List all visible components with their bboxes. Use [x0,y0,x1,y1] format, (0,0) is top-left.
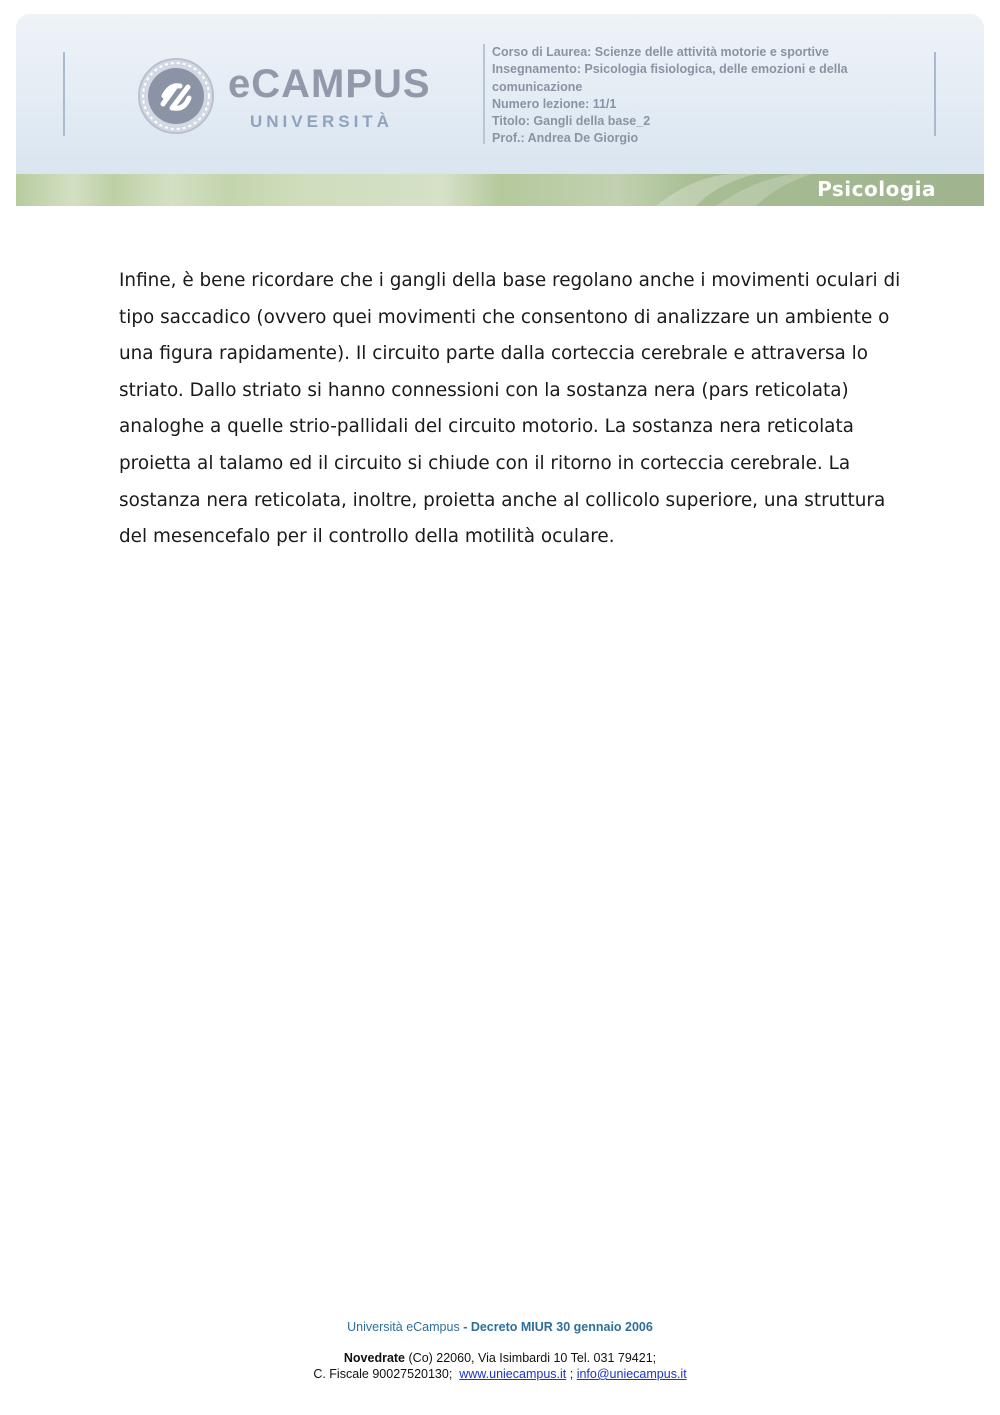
course-info-line: Titolo: Gangli della base_2 [492,114,651,129]
footer-website-link[interactable]: www.uniecampus.it [459,1367,567,1381]
footer-separator: ; [569,1367,574,1381]
course-info-block [492,44,912,148]
footer-city: Novedrate [343,1351,406,1365]
section-label: Psicologia [817,177,936,201]
ecampus-logo [136,54,431,149]
course-info-line: Prof.: Andrea De Giorgio [492,131,639,146]
logo-brand-text: eCAMPUS [228,62,431,106]
course-info-line: comunicazione [492,79,583,94]
footer-decree-line [0,1320,1000,1334]
body-paragraph: Infine, è bene ricordare che i gangli della base regolano anche i movimenti oculari di tipo saccadico (ovvero quei movimenti che consentono di analizzare un ambiente o una figura rapidamente). Il circuito parte dalla corteccia cerebrale e attraversa lo striato. Dallo striato si hanno connessioni con la sostanza nera (pars reticolata) analoghe a quelle strio-pallidali del circuito motorio. La sostanza nera reticolata proietta al talamo ed il circuito si chiude con il ritorno in corteccia cerebrale. La sostanza nera reticolata, inoltre, proietta anche al collicolo superiore, una struttura del mesencefalo per il controllo della motilità oculare. [119,270,901,548]
footer-decree: - Decreto MIUR 30 gennaio 2006 [463,1320,653,1334]
footer-address: (Co) 22060, Via Isimbardi 10 Tel. 031 79421; [408,1351,657,1365]
header-divider-middle [483,44,485,144]
footer-university: Università eCampus [347,1320,460,1334]
course-info-line: Numero lezione: 11/1 [492,96,617,111]
header-divider-right [934,52,936,136]
page-header [16,14,984,206]
course-info-line: Insegnamento: Psicologia fisiologica, delle emozioni e della [492,62,848,77]
header-divider-left [63,52,65,136]
footer-email-link[interactable]: info@uniecampus.it [576,1367,687,1381]
course-info-line: Corso di Laurea: Scienze delle attività motorie e sportive [492,45,829,59]
footer-contact-line [0,1366,1000,1382]
page-footer [0,1320,1000,1382]
ecampus-seal-icon [136,56,216,136]
body-text [119,263,909,556]
footer-address-block [0,1350,1000,1382]
footer-address-line [0,1350,1000,1366]
section-stripe [16,174,984,206]
footer-fiscal-code: C. Fiscale 90027520130; [313,1367,453,1381]
logo-subtitle-text: UNIVERSITÀ [250,112,393,131]
